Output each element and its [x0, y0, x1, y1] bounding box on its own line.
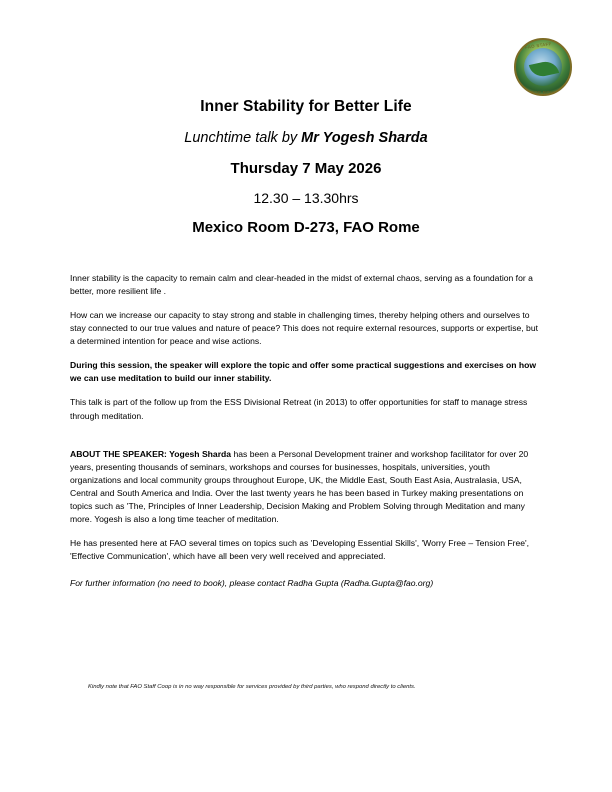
logo-text	[516, 40, 572, 96]
logo-text-bottom: COOP ROMA	[527, 90, 558, 95]
body-paragraph-2: How can we increase our capacity to stay strong and stable in challenging times, thereby helping others and ourselves to stay connected to our true values and nature of peace? This does not require external resources, supports or expertise, but a determined intention for peace and wise actions.	[70, 310, 538, 347]
section-spacer	[70, 434, 542, 448]
page-title: Inner Stability for Better Life	[200, 98, 412, 115]
speaker-bio-paragraph	[70, 448, 542, 526]
logo-circle	[514, 38, 572, 96]
body-paragraph-4: This talk is part of the follow up from the ESS Divisional Retreat (in 2013) to offer opportunities for staff to manage stress through meditation.	[70, 397, 528, 421]
speaker-paragraph-2: He has presented here at FAO several times on topics such as 'Developing Essential Skills', 'Worry Free – Tension Free', 'Effective Communication', which have all been very well received and appreciated.	[70, 537, 530, 561]
contact-note: For further information (no need to book), please contact Radha Gupta (Radha.Gupta@fao.org)	[70, 578, 434, 589]
title-block	[70, 98, 542, 236]
event-venue: Mexico Room D-273, FAO Rome	[192, 219, 420, 236]
subtitle	[70, 130, 542, 146]
logo-text-top: FAO STAFF	[524, 41, 552, 50]
speaker-bio-text: has been a Personal Development trainer and workshop facilitator for over 20 years, presenting thousands of seminars, workshops and courses for businesses, hospitals, universities, youth organizations and local community groups throughout Europe, UK, the Middle East, South East Asia, Australasia, USA, Central and South America and India. Over the last twenty years he has been based in Turkey making presentations on topics such as 'The, Principles of Inner Leadership, Decision Making and Problem Solving through Meditation and many more. Yogesh is also a long time teacher of meditation.	[70, 448, 529, 524]
footer-disclaimer: Kindly note that FAO Staff Coop is in no way responsible for services provided by third parties, who respond directly to clients.	[88, 684, 416, 690]
subtitle-prefix: Lunchtime talk by	[184, 130, 302, 146]
body-paragraph-1: Inner stability is the capacity to remain calm and clear-headed in the midst of external chaos, serving as a foundation for a better, more resilient life .	[70, 273, 533, 297]
event-time: 12.30 – 13.30hrs	[253, 190, 359, 206]
speaker-name: Mr Yogesh Sharda	[301, 130, 428, 146]
speaker-lead: ABOUT THE SPEAKER: Yogesh Sharda	[70, 448, 232, 459]
fao-staff-coop-logo-icon	[514, 38, 574, 98]
body-paragraph-3: During this session, the speaker will explore the topic and offer some practical suggestions and exercises on how we can use meditation to build our inner stability.	[70, 360, 537, 384]
event-date: Thursday 7 May 2026	[230, 160, 382, 177]
body-block	[70, 272, 542, 590]
